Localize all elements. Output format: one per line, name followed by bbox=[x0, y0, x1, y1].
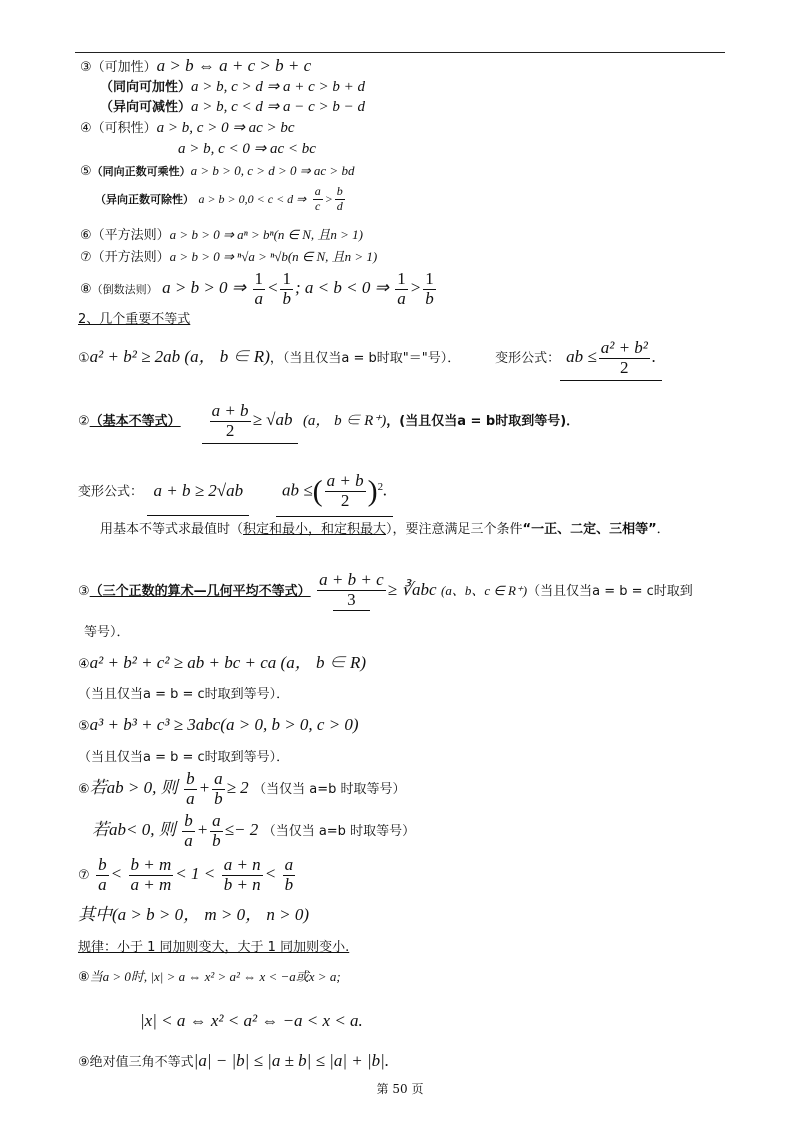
circled-number: ④ bbox=[78, 657, 90, 672]
fraction: $\frac{\text{a² + b²}}{2}$ bbox=[600, 337, 648, 377]
circled-number: ⑦ bbox=[80, 250, 92, 265]
circled-number: ⑥ bbox=[80, 228, 92, 243]
property-label: （可积性） bbox=[91, 121, 157, 136]
variant-label: 变形公式： bbox=[78, 484, 144, 500]
circled-number: ③ bbox=[80, 60, 92, 75]
circled-number: ⑤ bbox=[78, 719, 90, 734]
fraction: $\frac{b}{a}$ bbox=[98, 854, 107, 894]
property-opposite-direction-sub bbox=[100, 98, 365, 117]
formula: a² + b² ≥ 2ab (a， b ∈ R) bbox=[89, 347, 270, 366]
property-multiplicativity-negative bbox=[178, 140, 316, 158]
inequality-1 bbox=[78, 335, 662, 381]
property-label: （平方法则） bbox=[91, 228, 170, 243]
property-label: （开方法则） bbox=[91, 250, 170, 265]
variant-label: 变形公式： bbox=[495, 351, 561, 366]
formula: a > b > 0, c > d > 0 ⇒ ac > bd bbox=[190, 163, 355, 178]
fraction: $\frac{b}{a}$ bbox=[184, 810, 193, 850]
circled-number: ⑦ bbox=[78, 868, 90, 883]
fraction: $\frac{1}{a}$ bbox=[397, 268, 406, 308]
property-additivity bbox=[80, 57, 311, 77]
inequality-label: 绝对值三角不等式 bbox=[89, 1055, 194, 1070]
fraction: $\frac{1}{a}$ bbox=[254, 268, 263, 308]
property-positive-divide: （异向正数可除性） a > b > 0,0 < c < d ⇒ $\frac{a}{c}$ > $\frac{b}{d}$ bbox=[95, 184, 343, 213]
formula: a³ + b³ + c³ ≥ 3abc(a > 0, b > 0, c > 0) bbox=[89, 715, 359, 734]
fraction: $\frac{b + m}{a + m}$ bbox=[130, 854, 172, 894]
property-multiplicativity bbox=[80, 119, 295, 138]
inequality-7-condition: 其中(a > b > 0， m > 0， n > 0) bbox=[78, 905, 309, 924]
fraction: $\frac{a}{b}$ bbox=[284, 854, 294, 894]
condition-note: （当且仅当a = b = c时取到等号）． bbox=[78, 750, 290, 765]
property-reciprocal-rule: ⑧（倒数法则） a > b > 0 ⇒ $\frac{1}{a}$ < $\frac{1}{b}$ ; a < b < 0 ⇒ $\frac{1}{a}$ > $\frac{1}{b}$ bbox=[80, 268, 434, 308]
circled-number: ⑧ bbox=[80, 282, 92, 297]
condition-note: （当且仅当a = b = c时取到 bbox=[527, 584, 693, 599]
inequality-8-line2 bbox=[140, 1012, 363, 1031]
fraction: $\frac{b}{d}$ bbox=[336, 184, 343, 213]
property-label: （异向正数可除性） bbox=[95, 193, 194, 206]
fraction: $\frac{a}{c}$ bbox=[314, 184, 321, 213]
variant-formula: a + b ≥ 2√ab bbox=[147, 467, 249, 516]
inequality-8 bbox=[78, 968, 341, 987]
property-label: （可加性） bbox=[91, 60, 157, 75]
formula: a > b > 0,0 < c < d ⇒ bbox=[198, 192, 307, 206]
formula: 当a > 0时, |x| > a ⇔ x² > a² ⇔ x < −a或x > a; bbox=[89, 969, 341, 984]
property-root-rule bbox=[80, 248, 377, 267]
fraction: $\frac{a}{b}$ bbox=[212, 810, 221, 850]
formula: a > b, c < 0 ⇒ ac < bc bbox=[178, 141, 316, 157]
property-same-direction-add bbox=[100, 78, 365, 97]
fraction: $\frac{a + b}{2}$ bbox=[211, 400, 249, 440]
condition-note: ，(当且仅当a = b时取到等号)． bbox=[386, 414, 580, 429]
variant-formula: ab ≤( $\frac{a + b}{2}$ )$^2$. bbox=[276, 463, 393, 517]
circled-number: ② bbox=[78, 414, 90, 429]
fraction: $\frac{1}{b}$ bbox=[425, 268, 434, 308]
inequality-6a: ⑥若ab > 0, 则 $\frac{b}{a}$ + $\frac{a}{b}$ ≥ 2 （当仅当 a=b 时取等号） bbox=[78, 768, 406, 808]
fraction: $\frac{a + b}{2}$ bbox=[326, 471, 364, 511]
inequality-7: ⑦ $\frac{b}{a}$ < $\frac{b + m}{a + m}$ < 1 < $\frac{a + n}{b + n}$ < $\frac{a}{b}$ bbox=[78, 854, 294, 894]
property-label: （倒数法则） bbox=[91, 283, 158, 296]
circled-number: ⑤ bbox=[80, 164, 92, 179]
formula: a > b, c < d ⇒ a − c > b − d bbox=[191, 99, 366, 115]
circled-number: ⑨ bbox=[78, 1055, 90, 1070]
circled-number: ⑥ bbox=[78, 782, 90, 797]
fraction: $\frac{a}{b}$ bbox=[214, 768, 223, 808]
basic-inequality-variants bbox=[78, 463, 393, 517]
fraction: $\frac{b}{a}$ bbox=[186, 768, 195, 808]
header-rule bbox=[75, 52, 725, 53]
inequality-3-am-gm: ③（三个正数的算术—几何平均不等式） $\frac{a + b + c}{3}$ ≥ ∛abc (a、b、c ∈ R⁺)（当且仅当a = b = c时取到 bbox=[78, 570, 693, 609]
formula: a > b, c > 0 ⇒ ac > bc bbox=[156, 120, 295, 136]
formula: a > b, c > d ⇒ a + c > b + d bbox=[191, 79, 366, 95]
property-square-rule bbox=[80, 226, 363, 245]
condition-note: ，（当且仅当a = b时取"＝"号）． bbox=[269, 351, 461, 366]
fraction: $\frac{a + n}{b + n}$ bbox=[223, 854, 261, 894]
inequality-2-basic bbox=[78, 398, 579, 444]
circled-number: ① bbox=[78, 351, 90, 366]
inequality-4 bbox=[78, 654, 366, 674]
circled-number: ③ bbox=[78, 584, 90, 599]
page-number: 第 50 页 bbox=[376, 1082, 424, 1096]
formula: a > b > 0 ⇒ aⁿ > bⁿ(n ∈ N, 且n > 1) bbox=[169, 227, 363, 242]
condition-note: （当且仅当a = b = c时取到等号）． bbox=[78, 687, 290, 702]
condition: (a、b、c ∈ R⁺) bbox=[441, 583, 528, 598]
inequality-5 bbox=[78, 716, 359, 736]
circled-number: ⑧ bbox=[78, 970, 90, 985]
condition-note-continued: 等号）． bbox=[84, 625, 130, 640]
formula: a² + b² + c² ≥ ab + bc + ca (a， b ∈ R) bbox=[89, 653, 367, 672]
condition: (a， b ∈ R⁺) bbox=[302, 413, 387, 429]
formula: a > b > 0 ⇒ ⁿ√a > ⁿ√b(n ∈ N, 且n > 1) bbox=[169, 249, 378, 264]
inequality-6b: 若ab< 0, 则 $\frac{b}{a}$ + $\frac{a}{b}$ ≤− 2 （当仅当 a=b 时取等号） bbox=[92, 810, 416, 850]
property-label: （异向可减性） bbox=[100, 100, 192, 115]
property-label: （同向正数可乘性） bbox=[91, 165, 191, 178]
basic-inequality-formula: $\frac{a + b}{2}$ ≥ √ab bbox=[202, 398, 299, 444]
fraction: $\frac{a + b + c}{3}$ bbox=[319, 570, 384, 609]
property-label: （同向可加性） bbox=[100, 80, 192, 95]
inequality-label: （基本不等式） bbox=[89, 414, 181, 429]
circled-number: ④ bbox=[80, 121, 92, 136]
inequality-label: （三个正数的算术—几何平均不等式） bbox=[89, 584, 311, 599]
formula: 若ab< 0, 则 bbox=[92, 820, 176, 839]
section-title: 2、几个重要不等式 bbox=[78, 312, 191, 327]
formula: |x| < a ⇔ x² < a² ⇔ −a < x < a. bbox=[140, 1011, 363, 1030]
formula: a > b ⇔ a + c > b + c bbox=[156, 56, 312, 75]
formula: 若ab > 0, 则 bbox=[89, 778, 178, 797]
property-positive-multiply bbox=[80, 162, 354, 181]
formula: |a| − |b| ≤ |a ± b| ≤ |a| + |b|. bbox=[193, 1051, 390, 1070]
formula: a > b > 0 ⇒ bbox=[162, 278, 247, 297]
variant-formula: ab ≤ $\frac{\text{a² + b²}}{2}$ . bbox=[560, 335, 662, 381]
condition-note: （当仅当 a=b 时取等号） bbox=[262, 824, 416, 839]
usage-note: 用基本不等式求最值时（积定和最小，和定积最大），要注意满足三个条件“一正、二定、三相等”． bbox=[100, 522, 670, 537]
fraction: $\frac{1}{b}$ bbox=[282, 268, 291, 308]
rule-note: 规律：小于 1 同加则变大，大于 1 同加则变小. bbox=[78, 940, 350, 955]
condition-note: （当仅当 a=b 时取等号） bbox=[253, 782, 406, 797]
inequality-9 bbox=[78, 1052, 389, 1072]
